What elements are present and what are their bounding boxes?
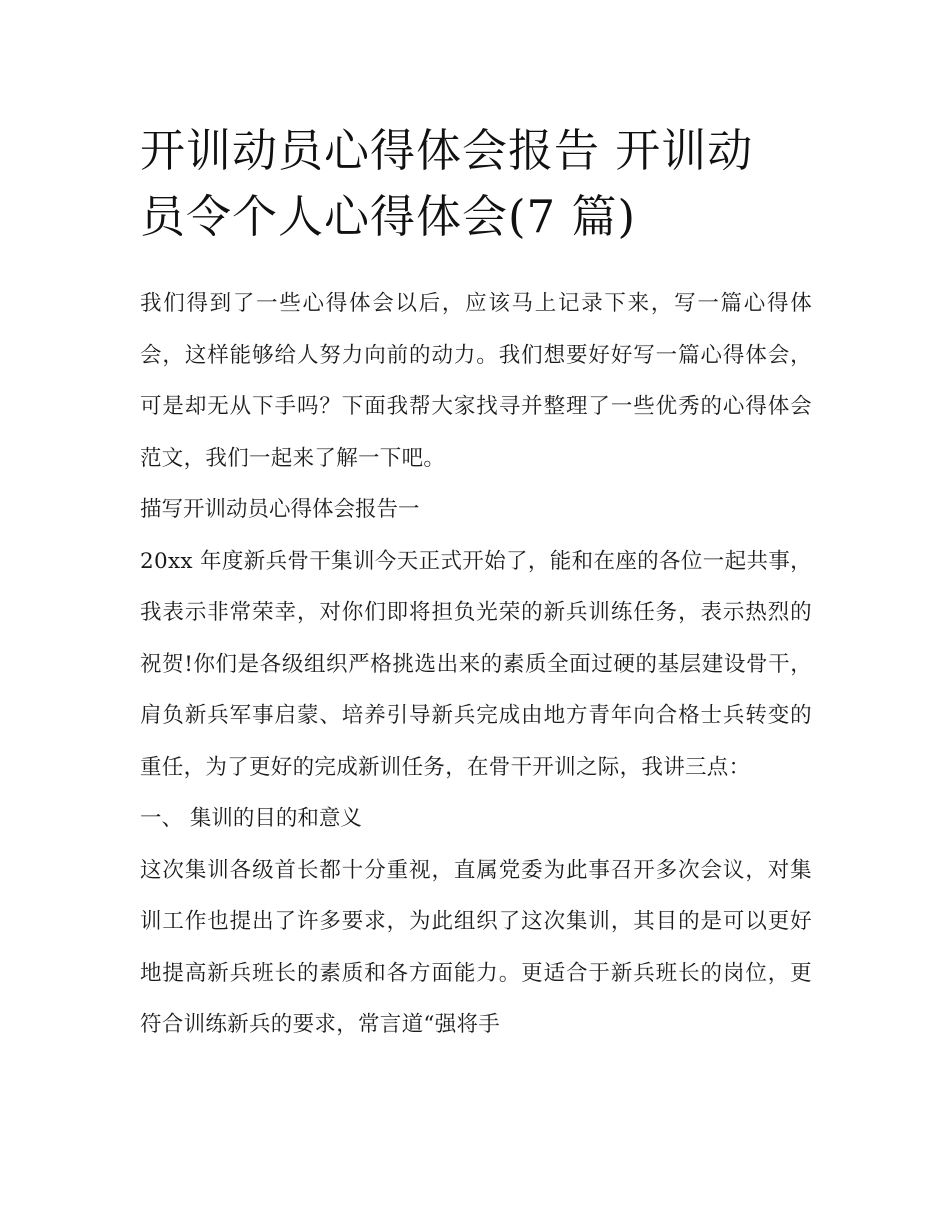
document-page (140, 118, 812, 1051)
document-title (140, 118, 812, 250)
title-line-1: 开训动员心得体会报告 开训动 (140, 124, 754, 177)
title-line-2: 员令个人心得体会(7 篇) (140, 190, 637, 243)
subheading-1: 一、 集训的目的和意义 (140, 806, 362, 831)
intro-paragraph: 我们得到了一些心得体会以后，应该马上记录下来，写一篇心得体会，这样能够给人努力向前的动力。我们想要好好写一篇心得体会，可是却无从下手吗？下面我帮大家找寻并整理了一些优秀的心得体会范文，我们一起来了解一下吧。 (140, 291, 812, 471)
section-heading: 描写开训动员心得体会报告一 (140, 497, 420, 522)
body-paragraph-2: 这次集训各级首长都十分重视，直属党委为此事召开多次会议，对集训工作也提出了许多要求，为此组织了这次集训，其目的是可以更好地提高新兵班长的素质和各方面能力。更适合于新兵班长的岗位，更符合训练新兵的要求，常言道“强将手 (140, 857, 812, 1037)
document-body (140, 278, 812, 1051)
body-paragraph-1: 20xx 年度新兵骨干集训今天正式开始了，能和在座的各位一起共事，我表示非常荣幸，对你们即将担负光荣的新兵训练任务，表示热烈的祝贺!你们是各级组织严格挑选出来的素质全面过硬的基层建设骨干，肩负新兵军事启蒙、培养引导新兵完成由地方青年向合格士兵转变的重任，为了更好的完成新训任务，在骨干开训之际，我讲三点： (140, 548, 812, 780)
